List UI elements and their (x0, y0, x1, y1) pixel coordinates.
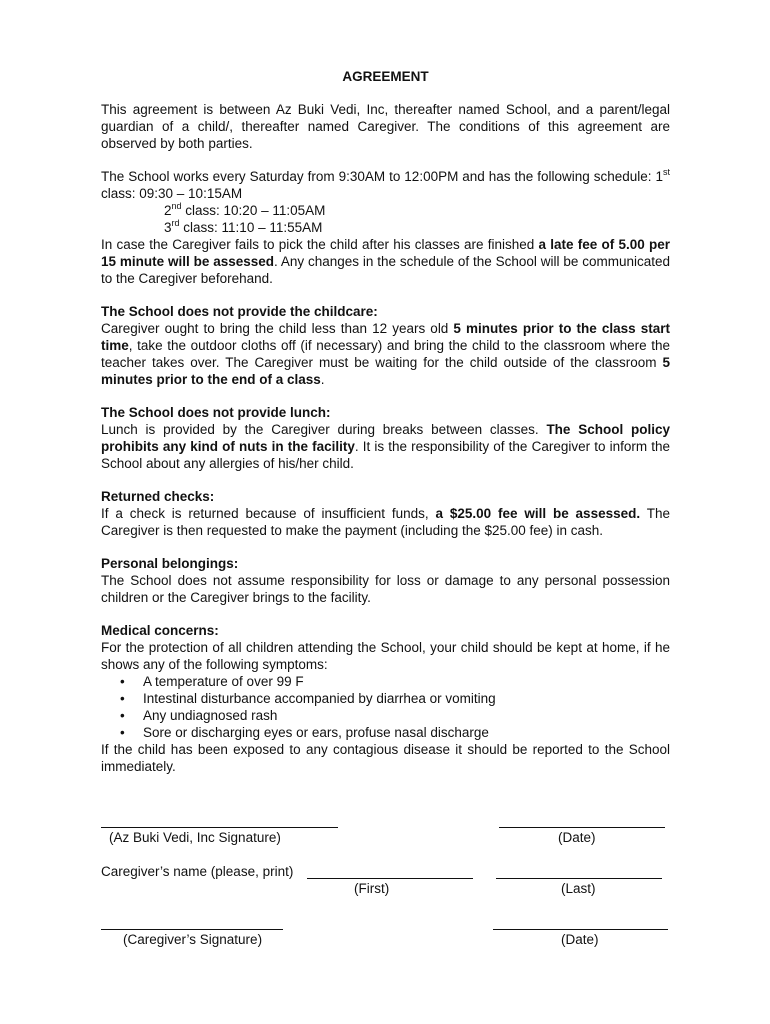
document-title: AGREEMENT (342, 69, 429, 84)
childcare-c: , take the outdoor cloths off (if necessary) and bring the child to the classroom where the teacher takes over. The Caregiver must be waiting for the child outside of the classroom (101, 338, 670, 370)
childcare-heading: The School does not provide the childcare: (101, 304, 378, 319)
class2-num: 2 (164, 203, 172, 218)
late-fee-bold: a late fee of 5.00 per 15 minute will be assessed (101, 237, 671, 269)
class2-text: class: 10:20 – 11:05AM (181, 203, 326, 218)
caregiver-signature-label: (Caregiver’s Signature) (123, 932, 263, 947)
symptoms-list (101, 673, 670, 741)
date2-line[interactable] (493, 929, 668, 930)
checks-a: If a check is returned because of insufficient funds, (101, 506, 436, 521)
lunch-heading: The School does not provide lunch: (101, 405, 331, 420)
lunch-c: . It is the responsibility of the Caregiver to inform the School about any allergies of his/her child. (101, 439, 670, 471)
class3-sup: rd (171, 217, 180, 228)
agreement-document (101, 68, 670, 775)
checks-heading: Returned checks: (101, 489, 215, 504)
class1-sup: st (662, 166, 670, 177)
medical-outro: If the child has been exposed to any contagious disease it should be reported to the School immediately. (101, 742, 670, 774)
first-name-line[interactable] (307, 878, 473, 879)
medical-intro: For the protection of all children attending the School, your child should be kept at home, if he shows any of the following symptoms: (101, 640, 670, 672)
class3-num: 3 (164, 220, 172, 235)
late-fee-a: In case the Caregiver fails to pick the child after his classes are finished (101, 237, 539, 252)
schedule-lead: The School works every Saturday from 9:30AM to 12:00PM and has the following schedule: (101, 169, 656, 184)
childcare-paragraph (101, 320, 670, 388)
school-signature-label: (Az Buki Vedi, Inc Signature) (109, 830, 281, 845)
medical-heading: Medical concerns: (101, 623, 219, 638)
late-fee-paragraph (101, 236, 670, 287)
class3-text: class: 11:10 – 11:55AM (179, 220, 323, 235)
class2-sup: nd (171, 200, 182, 211)
checks-paragraph (101, 505, 670, 539)
class1-num: 1 (655, 169, 663, 184)
list-item: • Sore or discharging eyes or ears, profuse nasal discharge (143, 724, 670, 741)
belongings-heading: Personal belongings: (101, 556, 239, 571)
checks-c: The Caregiver is then requested to make the payment (including the $25.00 fee) in cash. (101, 506, 670, 538)
caregiver-signature-line[interactable] (101, 929, 283, 930)
class2-line (101, 202, 670, 219)
belongings-paragraph: The School does not assume responsibility for loss or damage to any personal possession children or the Caregiver brings to the facility. (101, 573, 670, 605)
caregiver-name-label: Caregiver’s name (please, print) (101, 864, 294, 879)
childcare-bold-1: 5 minutes prior to the class start time (101, 321, 671, 353)
list-item: • Intestinal disturbance accompanied by diarrhea or vomiting (143, 690, 670, 707)
date2-label: (Date) (561, 932, 599, 947)
date1-label: (Date) (558, 830, 596, 845)
lunch-a: Lunch is provided by the Caregiver during breaks between classes. (101, 422, 547, 437)
class1-text: class: 09:30 – 10:15AM (101, 186, 243, 201)
school-signature-line[interactable] (101, 827, 338, 828)
childcare-bold-2: 5 minutes prior to the end of a class (101, 355, 670, 387)
first-label: (First) (354, 881, 390, 896)
date1-line[interactable] (499, 827, 665, 828)
class3-line (101, 219, 670, 236)
checks-bold: a $25.00 fee will be assessed. (435, 506, 641, 521)
lunch-bold: The School policy prohibits any kind of nuts in the facility (101, 422, 670, 454)
childcare-e: . (320, 372, 325, 387)
intro-paragraph: This agreement is between Az Buki Vedi, Inc, thereafter named School, and a parent/legal guardian of a child/, thereafter named Caregiver. The conditions of this agreement are observed by both parties. (101, 102, 670, 151)
list-item: • Any undiagnosed rash (143, 707, 670, 724)
list-item: • A temperature of over 99 F (143, 673, 670, 690)
childcare-a: Caregiver ought to bring the child less than 12 years old (101, 321, 454, 336)
late-fee-c: . Any changes in the schedule of the School will be communicated to the Caregiver beforehand. (101, 254, 670, 286)
schedule-paragraph (101, 168, 670, 202)
last-name-line[interactable] (496, 878, 662, 879)
last-label: (Last) (561, 881, 596, 896)
lunch-paragraph (101, 421, 670, 472)
